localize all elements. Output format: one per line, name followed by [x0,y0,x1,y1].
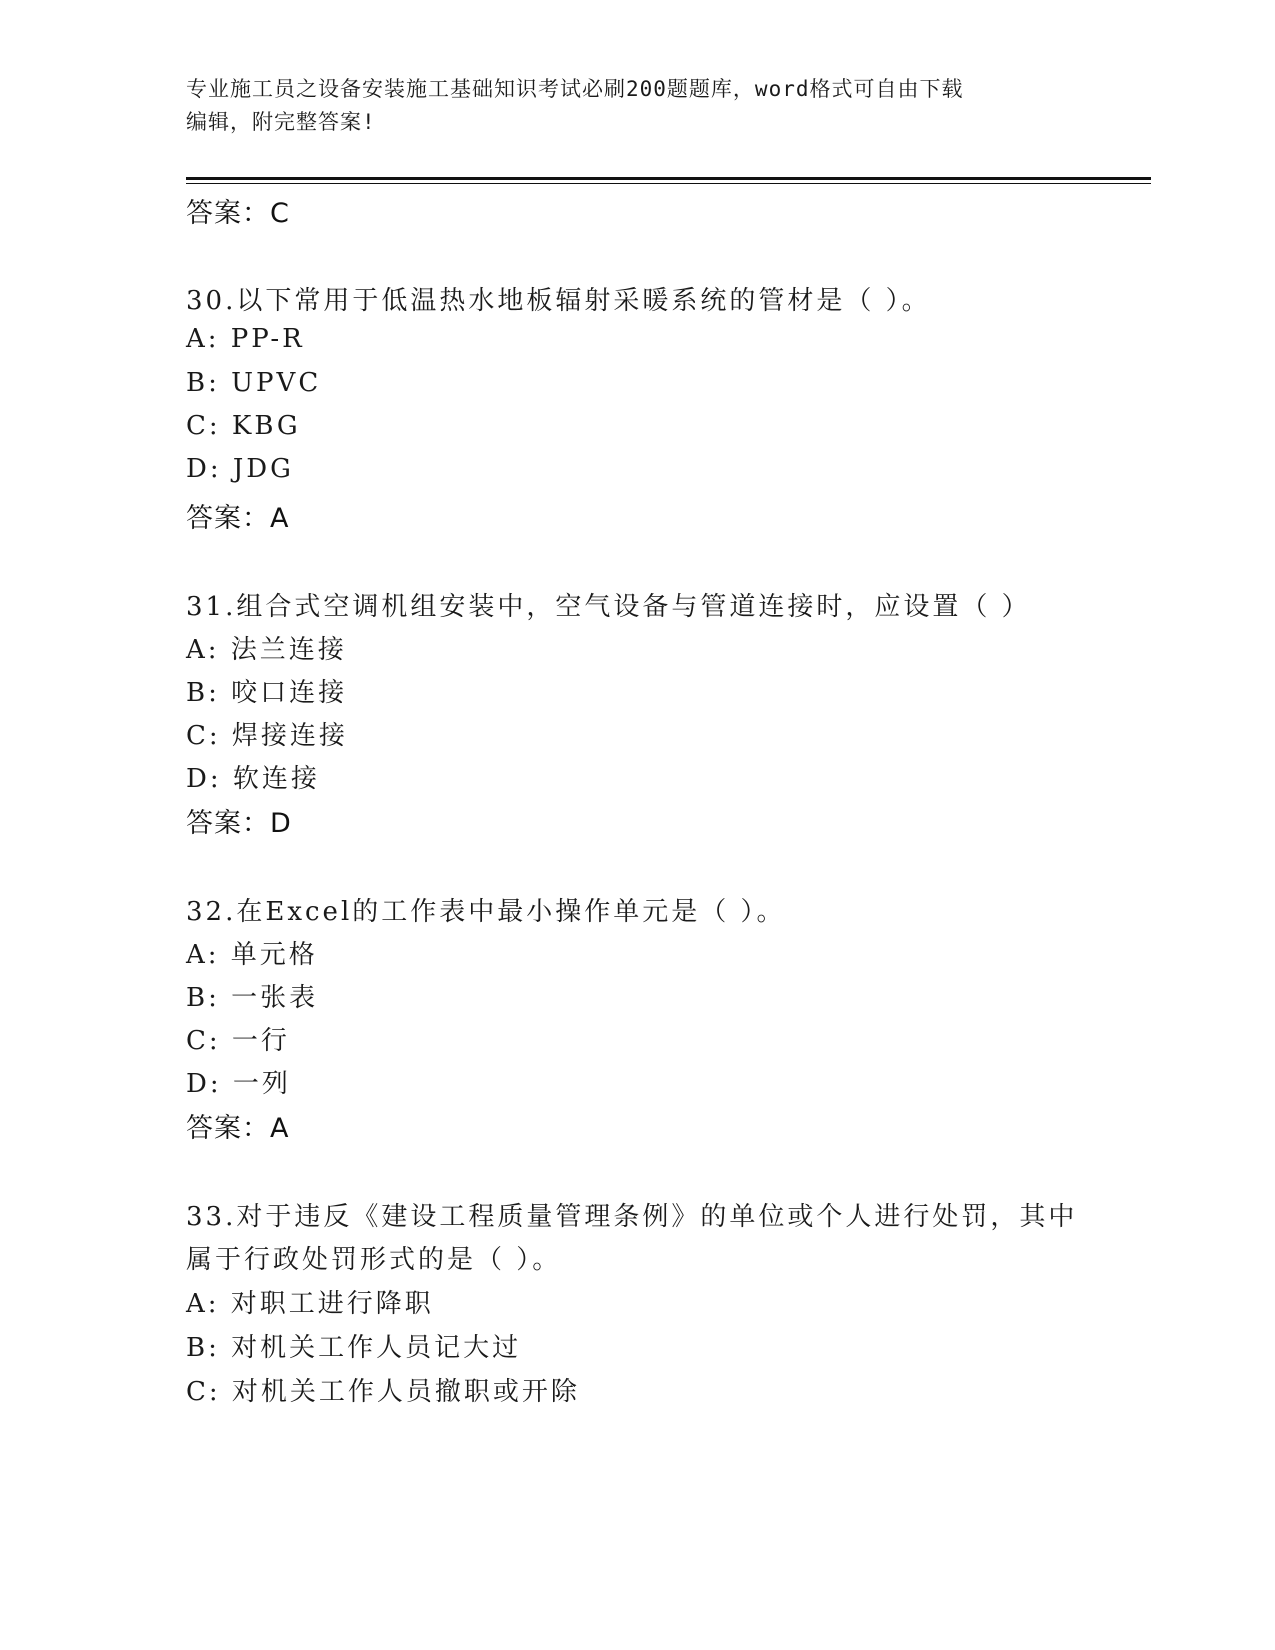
question-31-option-b: B: 咬口连接 [186,678,348,708]
header-divider-thick [186,177,1151,180]
question-32-answer: 答案：A [186,1113,290,1144]
question-33-option-a: A: 对职工进行降职 [186,1289,434,1319]
document-header [186,73,1076,139]
question-32-option-a: A: 单元格 [186,940,318,970]
header-title-line-2: 编辑，附完整答案! [186,110,376,134]
question-31-option-d: D: 软连接 [186,764,320,794]
question-30-option-d: D: JDG [186,454,294,484]
question-33-stem-line-2: 属于行政处罚形式的是（ ）。 [186,1245,562,1275]
question-30-stem: 30.以下常用于低温热水地板辐射采暖系统的管材是（ ）。 [186,286,931,316]
question-32-option-b: B: 一张表 [186,983,319,1013]
question-33-stem-line-1: 33.对于违反《建设工程质量管理条例》的单位或个人进行处罚，其中 [186,1202,1078,1232]
question-31-option-a: A: 法兰连接 [186,635,347,665]
question-31-answer: 答案：D [186,808,292,839]
question-32-option-d: D: 一列 [186,1069,291,1099]
previous-answer: 答案：C [186,198,290,229]
question-31-option-c: C: 焊接连接 [186,721,348,751]
question-30-option-a: A: PP-R [186,324,305,354]
question-30-option-b: B: UPVC [186,368,322,398]
question-32-option-c: C: 一行 [186,1026,290,1056]
question-33-option-b: B: 对机关工作人员记大过 [186,1333,522,1363]
question-32-stem: 32.在Excel的工作表中最小操作单元是（ ）。 [186,897,786,927]
header-divider-thin [186,183,1151,184]
question-30-option-c: C: KBG [186,411,301,441]
header-title-line-1: 专业施工员之设备安装施工基础知识考试必刷200题题库，word格式可自由下载 [186,77,964,101]
question-33-option-c: C: 对机关工作人员撤职或开除 [186,1377,580,1407]
question-31-stem: 31.组合式空调机组安装中，空气设备与管道连接时，应设置（ ） [186,592,1031,622]
question-30-answer: 答案：A [186,503,290,534]
